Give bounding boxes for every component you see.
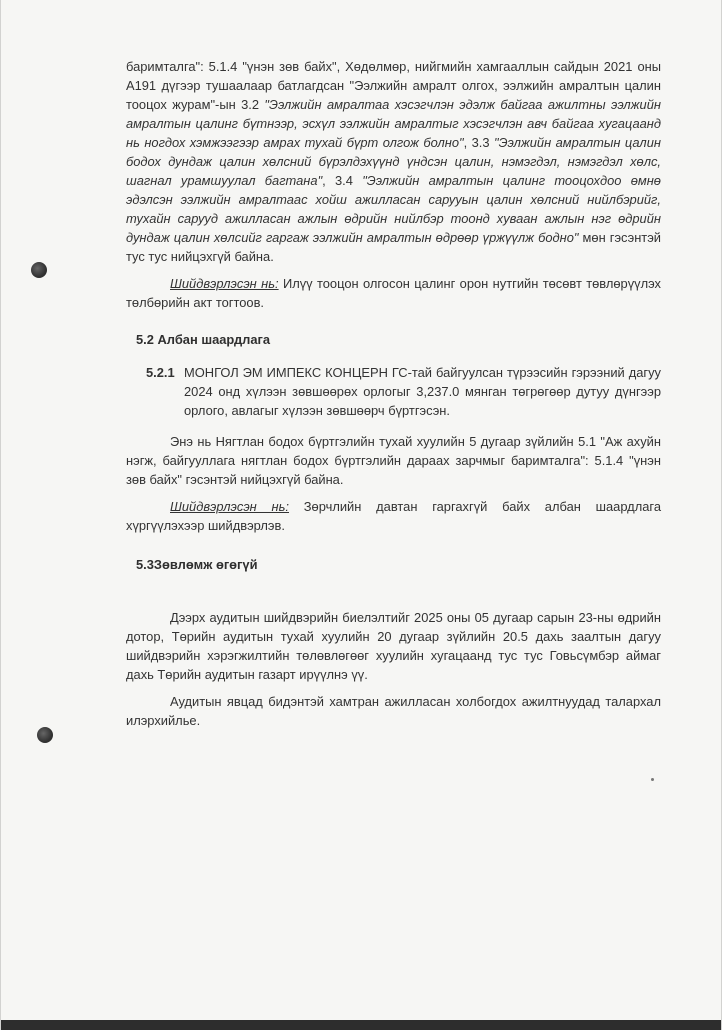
- intro-paragraph: [126, 57, 661, 266]
- decision-1-text: Илүү тооцон олгосон цалинг орон нутгийн төсөвт төвлөрүүлэх төлбөрийн акт тогтоов.: [126, 276, 661, 310]
- scanner-bottom-edge: [1, 1020, 721, 1030]
- spacer: [126, 489, 661, 497]
- item-5-2-1-text: МОНГОЛ ЭМ ИМПЕКС КОНЦЕРН ГС-тай байгуулсан түрээсийн гэрээний дагуу 2024 онд хүлээн зөвшөөрөх орлогыг 3,237.0 мянган төгрөгөөр дутуу дүнгээр орлого, авлагыг хүлээн зөвшөөрч бүртгэсэн.: [184, 365, 661, 418]
- punch-hole-bottom: [37, 727, 53, 743]
- intro-mid-2: , 3.4: [322, 173, 353, 188]
- punch-hole-top: [31, 262, 47, 278]
- intro-line-1: баримталга": 5.1.4 "үнэн зөв байх", Хөдөлмөр, нийгмийн хамгааллын сайдын: [126, 59, 599, 74]
- decision-2-text: Зөрчлийн давтан гаргахгүй байх албан шаардлага хүргүүлэхээр шийдвэрлэв.: [126, 499, 661, 533]
- intro-italic-quote-1: "Ээлжийн амралтаа хэсэгчлэн эдэлж байгаа ажилтны ээлжийн амралтын цалинг бүтнээр, эсхүл ээлжийн амралтыг хэсэгчлэн авч байгаа хугацаанд нь ногдох хэмжээгээр амрах тухай бүрт олгож болно": [126, 97, 661, 150]
- intro-line-3: амралтын цалин тооцох журам"-ын 3.2: [126, 78, 662, 112]
- scan-dot-mark: [651, 778, 654, 781]
- decision-2-paragraph: [126, 497, 661, 535]
- item-5-2-1-reference-paragraph: Энэ нь Нягтлан бодох бүртгэлийн тухай хуулийн 5 дугаар зүйлийн 5.1 "Аж ахуйн нэгж, байгууллага нягтлан бодох бүртгэлийн дараах зарчмыг баримталга": 5.1.4 "үнэн зөв байх" гэсэнтэй нийцэхгүй байна.: [126, 434, 661, 487]
- intro-end: мөн гэсэнтэй тус тус нийцэхгүй байна.: [126, 230, 661, 264]
- intro-line-2: 2021 оны A191 дүгээр тушаалаар батлагдсан "Ээлжийн амралт олгох, ээлжийн: [126, 59, 661, 93]
- decision-1-label: Шийдвэрлэсэн нь:: [170, 276, 279, 291]
- intro-italic-quote-2: "Ээлжийн амралтын цалин бодох дундаж цалин хөлсний бүрэлдэхүүнд үндсэн цалин, нэмэгдэл, нэмэгдэл хөлс, шагнал урамшуулал багтана": [126, 135, 661, 188]
- section-5-3-title: 5.3Зөвлөмж өгөгүй: [136, 557, 258, 572]
- section-5-2-title: 5.2 Албан шаардлага: [136, 332, 271, 347]
- spacer: [126, 266, 661, 274]
- item-5-2-1: [146, 363, 661, 420]
- decision-2-label: Шийдвэрлэсэн нь:: [170, 499, 289, 514]
- spacer: [126, 684, 661, 692]
- final-paragraph-1: Дээрх аудитын шийдвэрийн биелэлтийг 2025 оны 05 дугаар сарын 23-ны өдрийн дотор, Төрийн аудитын тухай хуулийн 20 дугаар зүйлийн 20.5 дахь заалтын дагуу шийдвэрийн хэрэгжилтийн төлөвлөгөөг хуулийн хугацаанд тус тус Говьсүмбэр аймаг дахь Төрийн аудитын газарт ирүүлнэ үү.: [126, 610, 661, 682]
- page-content: [126, 57, 661, 730]
- decision-1-paragraph: [126, 274, 661, 312]
- intro-italic-quote-3: "Ээлжийн амралтын цалинг тооцохдоо өмнө эдэлсэн ээлжийн амралтаас хойш ажилласан сарууын цалин хөлсний нийлбэрийг, тухайн сарууд ажилласан ажлын өдрийн нийлбэр тоонд хуваан ажлын нэг өдрийн дундаж цалин хөлсийг гаргаж ээлжийн амралтын өдрөөр үржүүлж бодно": [126, 173, 661, 245]
- intro-mid-1: , 3.3: [463, 135, 490, 150]
- item-5-2-1-number: 5.2.1: [146, 365, 175, 380]
- final-paragraph-2: Аудитын явцад бидэнтэй хамтран ажилласан холбогдох ажилтнуудад талархал илэрхийлье.: [126, 694, 661, 728]
